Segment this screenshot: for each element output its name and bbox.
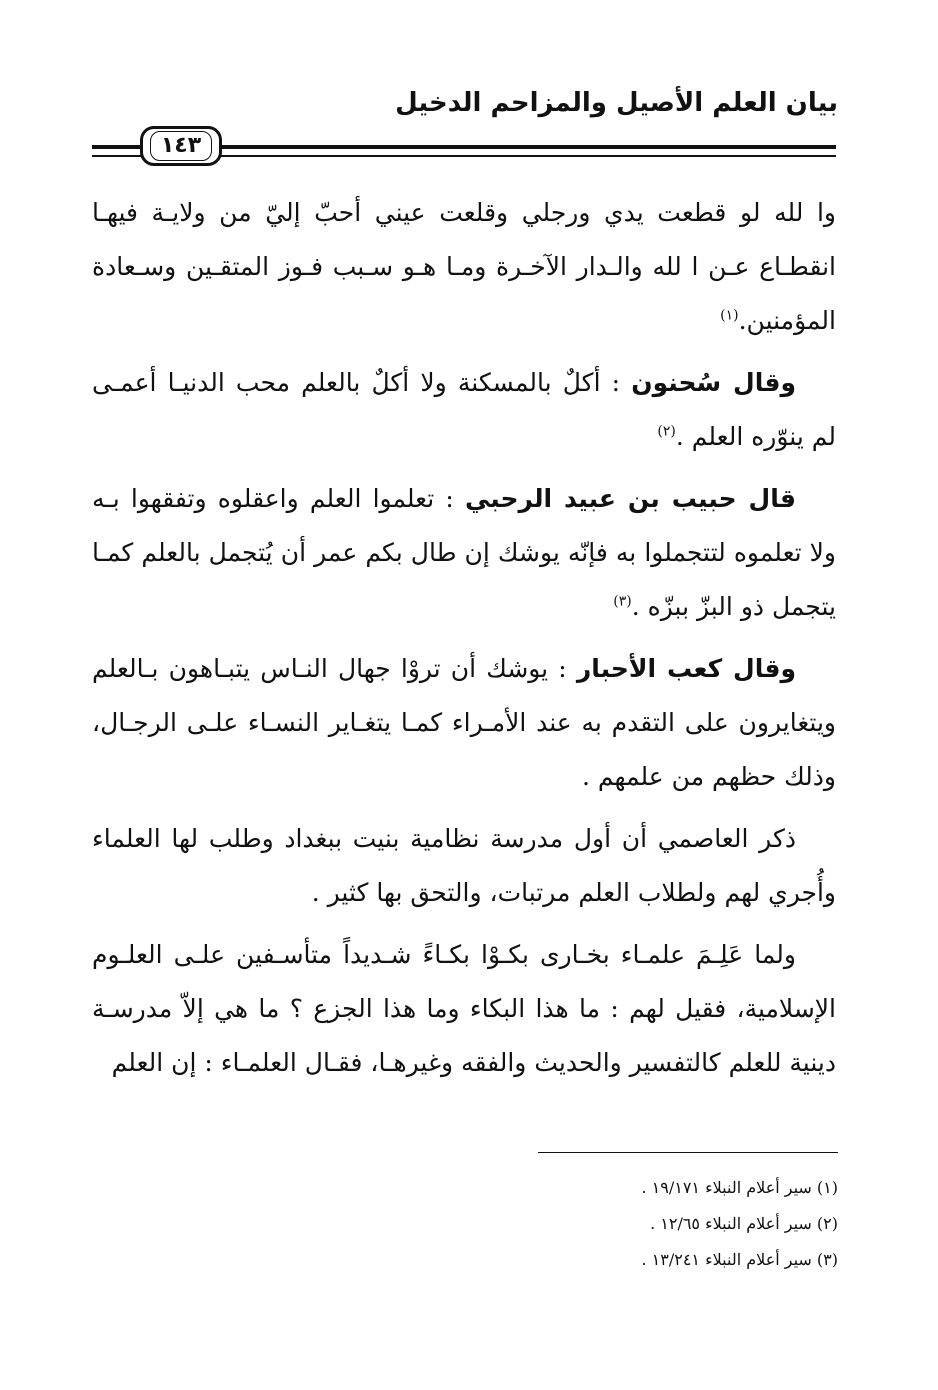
paragraph-5 <box>92 812 836 920</box>
footnote-ref-1: (١) <box>720 307 739 324</box>
paragraph-6-text: ولما عَلِـمَ علمـاء بخـارى بكـوْا بكـاءً شـديداً متأسـفين علـى العلـوم الإسلامية، فقيل لهم : ما هذا البكاء وما هذا الجزع ؟ ما هي إلاّ مدرسـة دينية للعلم كالتفسير والحديث والفقه وغيرهـا، فقـال العلمـاء : إن العلم <box>92 940 836 1077</box>
footnotes <box>138 1170 838 1278</box>
body-text <box>92 186 836 1098</box>
paragraph-2-text: : أكلٌ بالمسكنة ولا أكلٌ بالعلم محب الدنيـا أعمـى لم ينوّره العلم . <box>92 368 836 451</box>
running-header-title: بيان العلم الأصيل والمزاحم الدخيل <box>395 88 838 118</box>
paragraph-4 <box>92 642 836 804</box>
page-number-badge <box>140 126 222 166</box>
paragraph-6 <box>92 928 836 1090</box>
paragraph-1 <box>92 186 836 348</box>
paragraph-1-text: وا لله لو قطعت يدي ورجلي وقلعت عيني أحبّ إليّ من ولايـة فيهـا انقطـاع عـن ا لله والـدار الآخـرة ومـا هـو سـبب فـوز المتقـين وسـعادة المؤمنين. <box>92 198 836 335</box>
paragraph-5-text: ذكر العاصمي أن أول مدرسة نظامية بنيت ببغداد وطلب لها العلماء وأُجري لهم ولطلاب العلم مرتبات، والتحق بها كثير . <box>92 824 836 907</box>
footnote-2: (٢) سير أعلام النبلاء ١٢/٦٥ . <box>650 1214 838 1233</box>
speaker-habib: قال حبيب بن عبيد الرحبي <box>465 484 796 513</box>
paragraph-3 <box>92 472 836 634</box>
footnote-1: (١) سير أعلام النبلاء ١٩/١٧١ . <box>641 1178 838 1197</box>
paragraph-4-text: : يوشك أن تروْا جهال النـاس يتبـاهون بـالعلم ويتغايرون على التقدم به عند الأمـراء كمـا يتغـاير النسـاء علـى الرجـال، وذلك حظهم من علمهم . <box>92 654 836 791</box>
footnote-ref-3: (٣) <box>613 593 632 610</box>
page-number: ١٤٣ <box>150 131 212 161</box>
speaker-sahnun: وقال سُحنون <box>631 368 796 397</box>
footnote-separator <box>538 1152 838 1153</box>
paragraph-2 <box>92 356 836 464</box>
paragraph-3-text: : تعلموا العلم واعقلوه وتفقهوا بـه ولا تعلموه لتتجملوا به فإنّه يوشك إن طال بكم عمر أن يُتجمل بالعلم كمـا يتجمل ذو البزّ ببزّه . <box>92 484 836 621</box>
footnote-3: (٣) سير أعلام النبلاء ١٣/٢٤١ . <box>641 1250 838 1269</box>
speaker-kaab: وقال كعب الأحبار <box>576 654 797 683</box>
footnote-ref-2: (٢) <box>657 423 676 440</box>
